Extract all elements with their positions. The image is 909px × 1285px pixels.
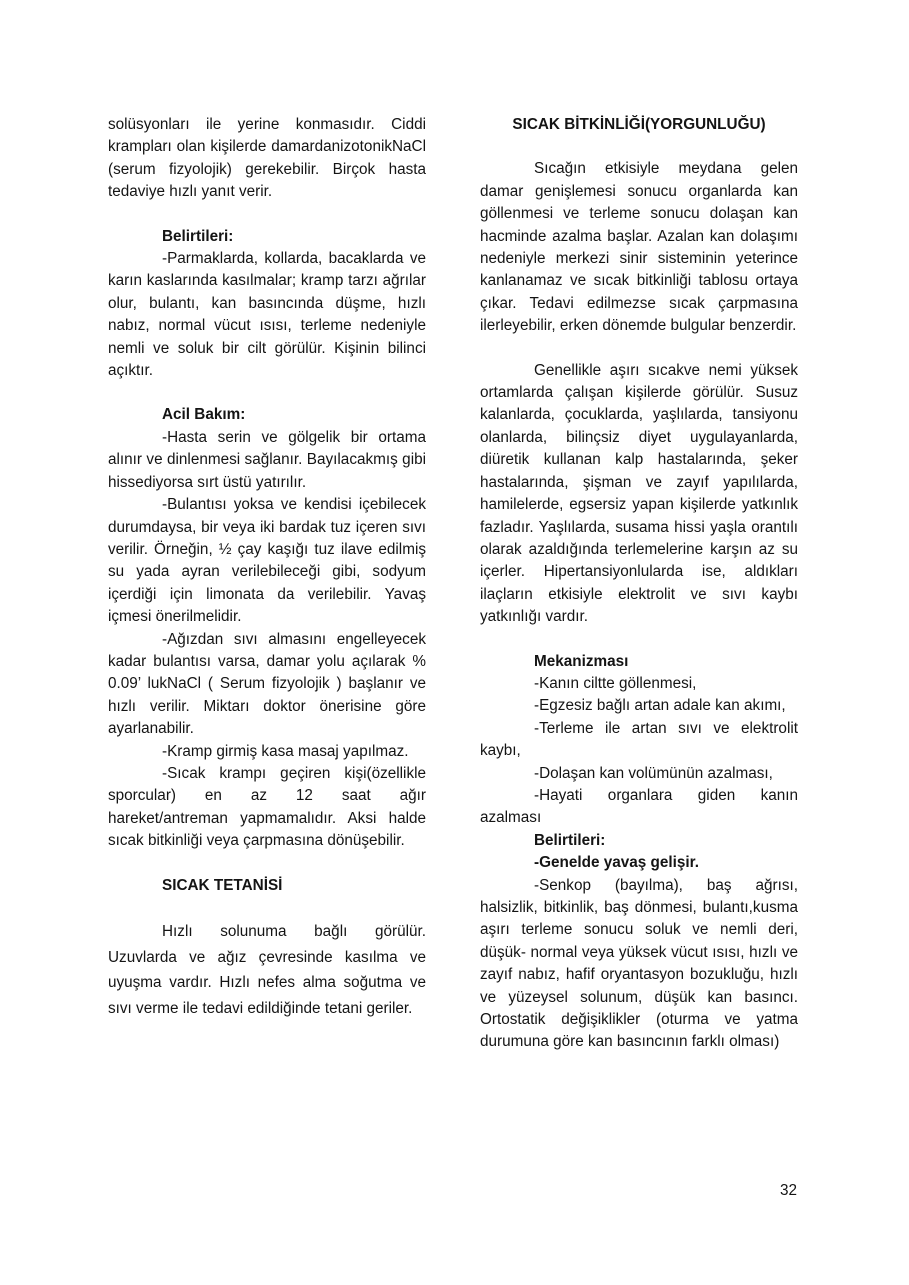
belirtiler-paragraph: -Parmaklarda, kollarda, bacaklarda ve karın kaslarında kasılmalar; kramp tarzı ağrılar olur, bulantı, kan basıncında düşme, hızlı nabız, normal vücut ısısı, terleme nedeniyle nemli ve soluk bir cilt görülür. Kişinin bilinci açıktır. [108,250,426,380]
belirtiler-heading-right: Belirtileri: [534,831,606,849]
bitkinlik-paragraph-1: Sıcağın etkisiyle meydana gelen damar genişlemesi sonucu organlarda kan göllenmesi ve terleme sonucu dolaşan kan hacminde azalma başlar. Azalan kan dolaşımı nedeniyle merkezi sinir sisteminin yeterince kanlanamaz ve sıcak bitkinliği tablosu ortaya çıkar. Tedavi edilmezse sıcak çarpmasına ilerleyebilir, erken dönemde bulgular benzerdir. [480,160,798,335]
mekanizma-item: -Egzesiz bağlı artan adale kan akımı, [534,697,786,715]
bitkinlik-paragraph-2: Genellikle aşırı sıcakve nemi yüksek ortamlarda çalışan kişilerde görülür. Susuz kalanlarda, çocuklarda, yaşlılarda, tansiyonu olanlarda, bilinçsiz diyet uygulayanlarda, diüretik kullanan kalp hastalarında, şeker hastalarında, şişman ve zayıf yapılılarda, hamilelerde, egsersiz yapan kişilerde yatkınlık fazladır. Yaşlılarda, susama hissi yaşla orantılı olarak azaldığında terlemelerine karşın az su içerler. Hipertansiyonlularda ise, aldıkları ilaçların etkisiyle elektrolit ve sıvı kaybı yatkınlığı vardır. [480,361,798,626]
acil-item: -Ağızdan sıvı almasını engelleyecek kadar bulantısı varsa, damar yolu açılarak % 0.09’ lukNaCl ( Serum fizyolojik ) başlanır ve hızlı verilir. Miktarı doktor önerisine göre ayarlanabilir. [108,630,426,738]
section-title: SICAK BİTKİNLİĞİ(YORGUNLUĞU) [512,116,766,133]
belirtiler-heading: Belirtileri: [162,227,234,245]
page-number: 32 [780,1182,798,1199]
mekanizma-item: -Kanın ciltte göllenmesi, [534,674,697,692]
acil-item: -Sıcak krampı geçiren kişi(özellikle sporcular) en az 12 saat ağır hareket/antreman yapmamalıdır. Aksi halde sıcak bitkinliği veya çarpmasına dönüşebilir. [108,764,426,850]
acil-item: -Bulantısı yoksa ve kendisi içebilecek durumdaysa, bir veya iki bardak tuz içeren sıvı verilir. Örneğin, ½ çay kaşığı tuz ilave edilmiş su yada ayran verilebileceği gibi, sodyum içerdiği için limonata da verilebilir. Yavaş içmesi önerilmelidir. [108,496,426,626]
right-column [480,114,798,1054]
intro-paragraph: solüsyonları ile yerine konmasıdır. Ciddi krampları olan kişilerde damardanizotonikNaCl (serum fizyolojik) gerekebilir. Birçok hasta tedaviye hızlı yanıt verir. [108,116,426,201]
left-column [108,114,426,1021]
tetani-heading: SICAK TETANİSİ [162,876,283,894]
mekanizma-item: -Terleme ile artan sıvı ve elektrolit kaybı, [480,719,798,760]
tetani-paragraph: Hızlı solunuma bağlı görülür. Uzuvlarda ve ağız çevresinde kasılma ve uyuşma vardır. Hızlı nefes alma soğutma ve sıvı verme ile tedavi edildiğinde tetani geriler. [108,923,426,1017]
acil-item: -Kramp girmiş kasa masaj yapılmaz. [162,742,409,760]
mekanizma-item: -Dolaşan kan volümünün azalması, [534,764,773,782]
acil-bakim-heading: Acil Bakım: [162,406,246,424]
belirtiler-subheading: -Genelde yavaş gelişir. [534,854,699,872]
belirtiler-paragraph-right: -Senkop (bayılma), baş ağrısı, halsizlik, bitkinlik, baş dönmesi, bulantı,kusma aşırı terleme sonucu soluk ve nemli deri, düşük- normal veya yüksek vücut ısısı, hızlı ve zayıf nabız, hafif oryantasyon bozukluğu, hızlı ve yüzeysel solunum, düşük kan basıncı. Ortostatik değişiklikler (oturma ve yatma durumuna göre kan basıncının farklı olması) [480,876,798,1051]
mekanizma-heading: Mekanizması [534,652,629,670]
acil-item: -Hasta serin ve gölgelik bir ortama alınır ve dinlenmesi sağlanır. Bayılacakmış gibi hissediyorsa sırt üstü yatırılır. [108,428,426,491]
mekanizma-item: -Hayati organlara giden kanın azalması [480,786,798,827]
